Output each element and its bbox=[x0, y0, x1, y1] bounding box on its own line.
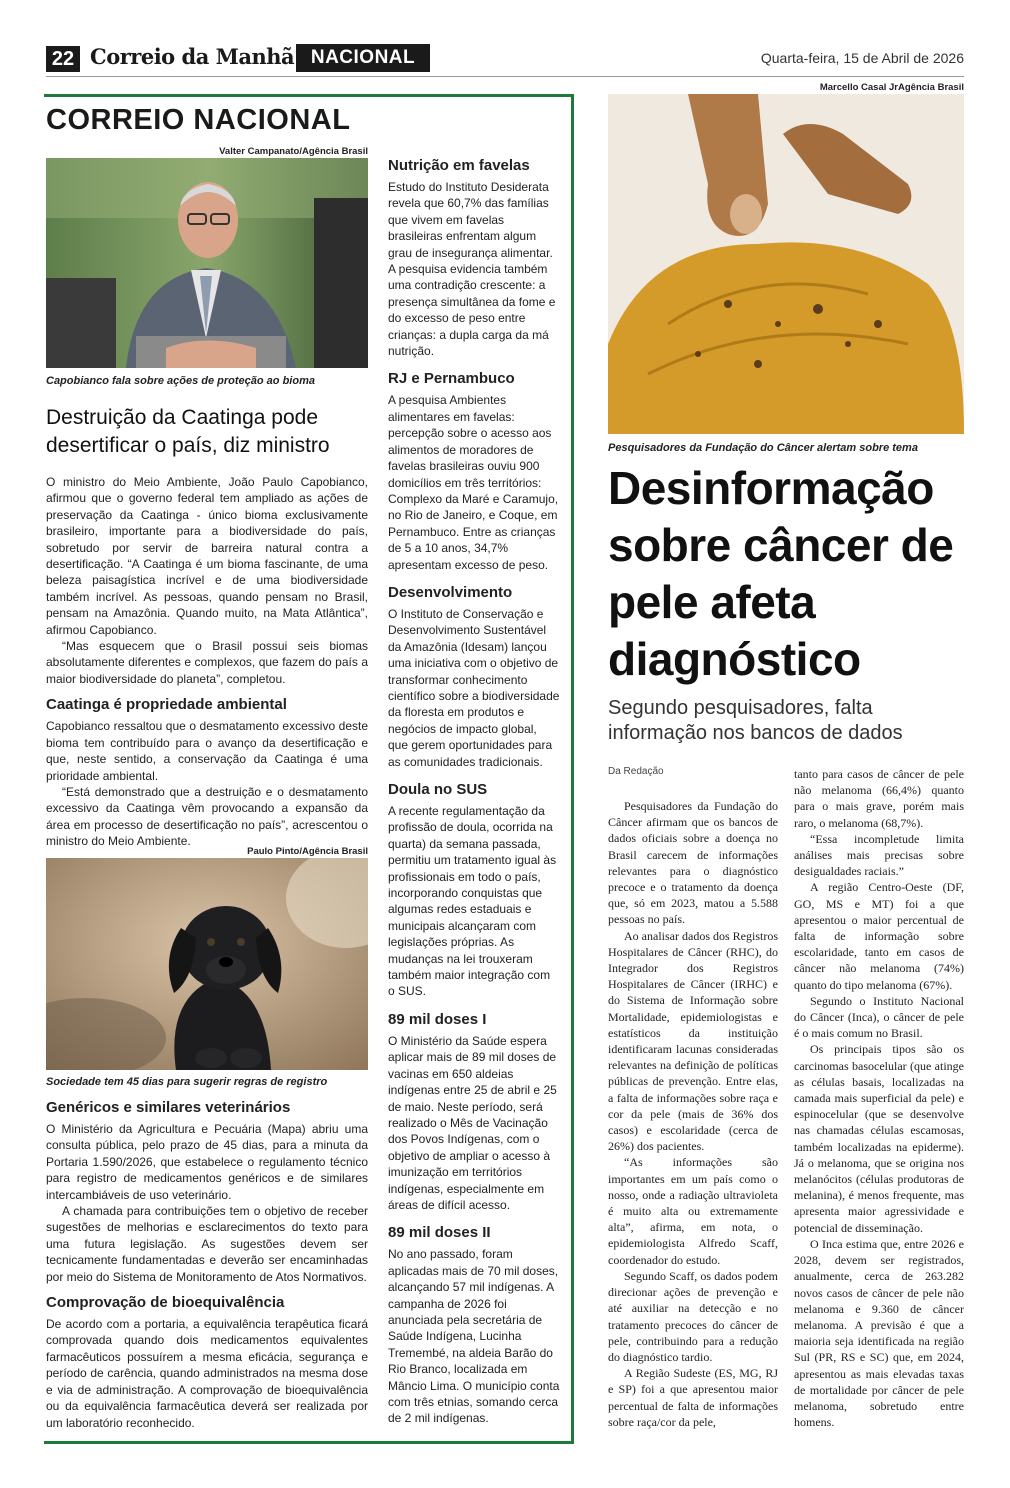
main-paragraph: Pesquisadores da Fundação do Câncer afirmam que os bancos de dados oficiais sobre a doença no Brasil carecem de informações relevantes para o diagnóstico precoce e o tratamento da doença que, só em 2023, matou a 5.588 pessoas no país. bbox=[608, 799, 778, 927]
article-paragraph: “Mas esquecem que o Brasil possui seis biomas absolutamente diferentes e complexos, que fazem do país a maior biodiversidade do planeta”, completou. bbox=[46, 639, 368, 686]
page-header bbox=[0, 0, 1010, 80]
article-paragraph: De acordo com a portaria, a equivalência terapêutica ficará comprovada quando dois medicamentos equivalentes farmacêuticos possuírem a mesma eficácia, segurança e período de carência, quando administrados na mesma dose e via de administração. A comprovação de bioequivalência ou da equivalência farmacêutica deverá ser realizada por um laboratório reconhecido. bbox=[46, 1317, 368, 1430]
brief-text: A recente regulamentação da profissão de doula, ocorrida na quarta) da semana passada, permitiu um tratamento igual às profissionais em todo o país, incorporando conquistas que algumas redes estaduais e municipais alcançaram com legislações próprias. As mudanças na lei trouxeram também maior integração com o SUS. bbox=[388, 804, 557, 999]
main-subhead: Segundo pesquisadores, falta informação nos bancos de dados bbox=[608, 697, 903, 744]
article-paragraph: A chamada para contribuições tem o objetivo de receber sugestões de melhorias e esclarecimentos do texto para uma futura legislação. As sugestões devem ser tecnicamente fundamentadas e deverão ser encaminhadas por meio do Sistema de Monitoramento de Atos Normativos. bbox=[46, 1204, 368, 1284]
main-paragraph: tanto para casos de câncer de pele não melanoma (66,4%) quanto para o mais grave, porém mais raro, o melanoma (68,7%). bbox=[794, 767, 964, 830]
page-number: 22 bbox=[46, 46, 80, 72]
issue-date: Quarta-feira, 15 de Abril de 2026 bbox=[760, 50, 964, 66]
header-divider bbox=[46, 76, 964, 77]
brief-text: No ano passado, foram aplicadas mais de 70 mil doses, alcançando 57 mil indígenas. A campanha de 2026 foi anunciada pela secretária de Saúde Indígena, Lucinha Tremembé, na aldeia Barão do Rio Branco, localizada em Mâncio Lima. O município conta com três etnias, somando cerca de 2 mil indígenas. bbox=[388, 1247, 560, 1426]
brief-text: O Instituto de Conservação e Desenvolvimento Sustentável da Amazônia (Idesam) lançou uma iniciativa com o objetivo de transformar conhecimento científico sobre a biodiversidade da floresta em produtos e negócios de impacto global, que gerem oportunidades para as comunidades tradicionais. bbox=[388, 606, 560, 769]
brief-title: RJ e Pernambuco bbox=[388, 370, 515, 388]
article-title: Destruição da Caatinga pode desertificar o país, diz ministro bbox=[46, 406, 330, 457]
hand-photo bbox=[608, 94, 964, 434]
main-paragraph: Segundo Scaff, os dados podem direcionar ações de prevenção e até auxiliar na detecção e no tratamento precoces do câncer de pele, contribuindo para a redução do diagnóstico tardio. bbox=[608, 1268, 778, 1364]
article-paragraph: O ministro do Meio Ambiente, João Paulo Capobianco, afirmou que o governo federal tem ampliado as ações de preservação da Caatinga - único bioma exclusivamente brasileiro, importante para a biodiversidade do país, sobretudo por servir de barreira natural contra a desertificação. “A Caatinga é um bioma fascinante, de uma beleza paisagística incrível e de uma biodiversidade também incrível. As pessoas, quando pensam no Brasil, pensam na Amazônia. Quando muito, na Mata Atlântica”, afirmou Capobianco. bbox=[46, 475, 368, 637]
main-article-col1 bbox=[608, 798, 778, 1430]
subheading: Comprovação de bioequivalência bbox=[46, 1294, 285, 1312]
photo-credit: Valter Campanato/Agência Brasil bbox=[219, 146, 368, 157]
news-briefs-column bbox=[388, 156, 560, 1427]
photo-caption: Sociedade tem 45 dias para sugerir regras de registro bbox=[46, 1076, 328, 1088]
minister-photo-illustration bbox=[46, 158, 368, 368]
article-paragraph: “Está demonstrado que a destruição e o desmatamento excessivo da Caatinga vêm provocando a expansão da área em processo de desertificação no país”, acrescentou o ministro do Meio Ambiente. bbox=[46, 784, 368, 849]
puppy-photo-illustration bbox=[46, 858, 368, 1070]
brief-text: A pesquisa Ambientes alimentares em favelas: percepção sobre o acesso aos alimentos de moradores de favelas brasileiras ouviu 900 domicílios em três territórios: Complexo da Maré e Caramujo, no Rio de Janeiro, e Coque, em Pernambuco. Entre as crianças de 5 a 10 anos, 34,7% apresentam excesso de peso. bbox=[388, 393, 559, 572]
brief-title: Doula no SUS bbox=[388, 781, 488, 798]
main-paragraph: A região Centro-Oeste (DF, GO, MS e MT) foi a que apresentou o maior percentual de falta de informação sobre escolaridade, tanto em casos de câncer não melanoma (74%) quanto do tipo melanoma (67%). bbox=[794, 880, 964, 992]
main-paragraph: Ao analisar dados dos Registros Hospitalares de Câncer (RHC), do Integrador dos Registros Hospitalares de Câncer (IRHC) e do Sistema de Informação sobre Mortalidade, epidemiologistas e estatísticos da instituição identificaram lacunas consideradas relevantes na definição de políticas públicas de prevenção. Entre elas, a falta de informações sobre raça e cor da pele (mais de 36% dos casos) e escolaridade (cerca de 26%) dos pacientes. bbox=[608, 928, 778, 1154]
main-paragraph: Os principais tipos são os carcinomas basocelular (que atinge as células basais, localizadas na camada mais superficial da pele) e espinocelular (que se desenvolve nas chamadas células escamosas, também localizadas na epiderme). Já o melanoma, que se origina nos melanócitos (células produtoras de melanina), é menos frequente, mas apresenta maior agressividade e potencial de disseminação. bbox=[794, 1042, 964, 1235]
subheading: Genéricos e similares veterinários bbox=[46, 1099, 291, 1116]
article-paragraph: O Ministério da Agricultura e Pecuária (Mapa) abriu uma consulta pública, pelo prazo de 45 dias, para a minuta da Portaria 1.590/2026, que estabelece o regulamento técnico para registro de medicamentos genéricos e de similares intercambiáveis de uso veterinário. bbox=[46, 1122, 368, 1202]
main-article-col2 bbox=[794, 766, 964, 1430]
subheading: Caatinga é propriedade ambiental bbox=[46, 696, 287, 714]
byline: Da Redação bbox=[608, 766, 664, 777]
photo-credit: Paulo Pinto/Agência Brasil bbox=[247, 846, 368, 857]
masthead-logo: Correio da Manhã bbox=[90, 44, 295, 69]
main-paragraph: A Região Sudeste (ES, MG, RJ e SP) foi a que apresentou maior percentual de falta de informações sobre raça/cor da pele, bbox=[608, 1366, 778, 1429]
main-paragraph: “Essa incompletude limita análises mais precisas sobre desigualdades raciais.” bbox=[794, 831, 964, 879]
brief-title: 89 mil doses II bbox=[388, 1224, 491, 1242]
photo-caption: Capobianco fala sobre ações de proteção ao bioma bbox=[46, 375, 315, 387]
hand-photo-illustration bbox=[608, 94, 964, 434]
section-title: CORREIO NACIONAL bbox=[46, 104, 351, 136]
main-headline: Desinformação sobre câncer de pele afeta diagnóstico bbox=[608, 462, 954, 685]
main-paragraph: Segundo o Instituto Nacional do Câncer (Inca), o câncer de pele é o mais comum no Brasil. bbox=[794, 993, 964, 1041]
section-tag: NACIONAL bbox=[296, 44, 430, 72]
article-body bbox=[46, 1098, 368, 1431]
main-paragraph: O Inca estima que, entre 2026 e 2028, devem ser registrados, anualmente, cerca de 263.282 novos casos de câncer de pele não melanoma e 9.360 de câncer melanoma. A previsão é que a maioria seja identificada na região Sul (PR, RS e SC) que, em 2024, apresentou as mais elevadas taxas de mortalidade por câncer de pele melanoma, sobretudo entre homens. bbox=[794, 1236, 964, 1430]
brief-text: Estudo do Instituto Desiderata revela que 60,7% das famílias que vivem em favelas brasileiras enfrentam algum grau de insegurança alimentar. A pesquisa evidencia também uma contradição crescente: a presença simultânea da fome e do excesso de peso entre crianças: a dupla carga da má nutrição. bbox=[388, 180, 556, 359]
brief-text: O Ministério da Saúde espera aplicar mais de 89 mil doses de vacinas em 650 aldeias indígenas entre 25 de abril e 25 de maio. Neste período, será realizado o Mês de Vacinação dos Povos Indígenas, com o objetivo de ampliar o acesso à imunização em territórios indígenas, especialmente em áreas de difícil acesso. bbox=[388, 1033, 557, 1212]
main-paragraph: “As informações são importantes em um país como o nosso, onde a radiação ultravioleta é muito alta ou extremamente alta”, afirma, em nota, o epidemiologista Alfredo Scaff, coordenador do estudo. bbox=[608, 1155, 778, 1267]
puppy-photo bbox=[46, 858, 368, 1070]
article-body bbox=[46, 474, 368, 850]
brief-title: 89 mil doses I bbox=[388, 1010, 487, 1028]
brief-title: Nutrição em favelas bbox=[388, 157, 530, 174]
minister-photo bbox=[46, 158, 368, 368]
article-paragraph: Capobianco ressaltou que o desmatamento excessivo deste bioma tem contribuído para o avanço da desertificação e que, neste sentido, a conservação da Caatinga é uma prioridade ambiental. bbox=[46, 719, 368, 783]
photo-credit: Marcello Casal JrAgência Brasil bbox=[819, 82, 964, 93]
photo-caption: Pesquisadores da Fundação do Câncer alertam sobre tema bbox=[608, 442, 918, 454]
brief-title: Desenvolvimento bbox=[388, 583, 513, 601]
